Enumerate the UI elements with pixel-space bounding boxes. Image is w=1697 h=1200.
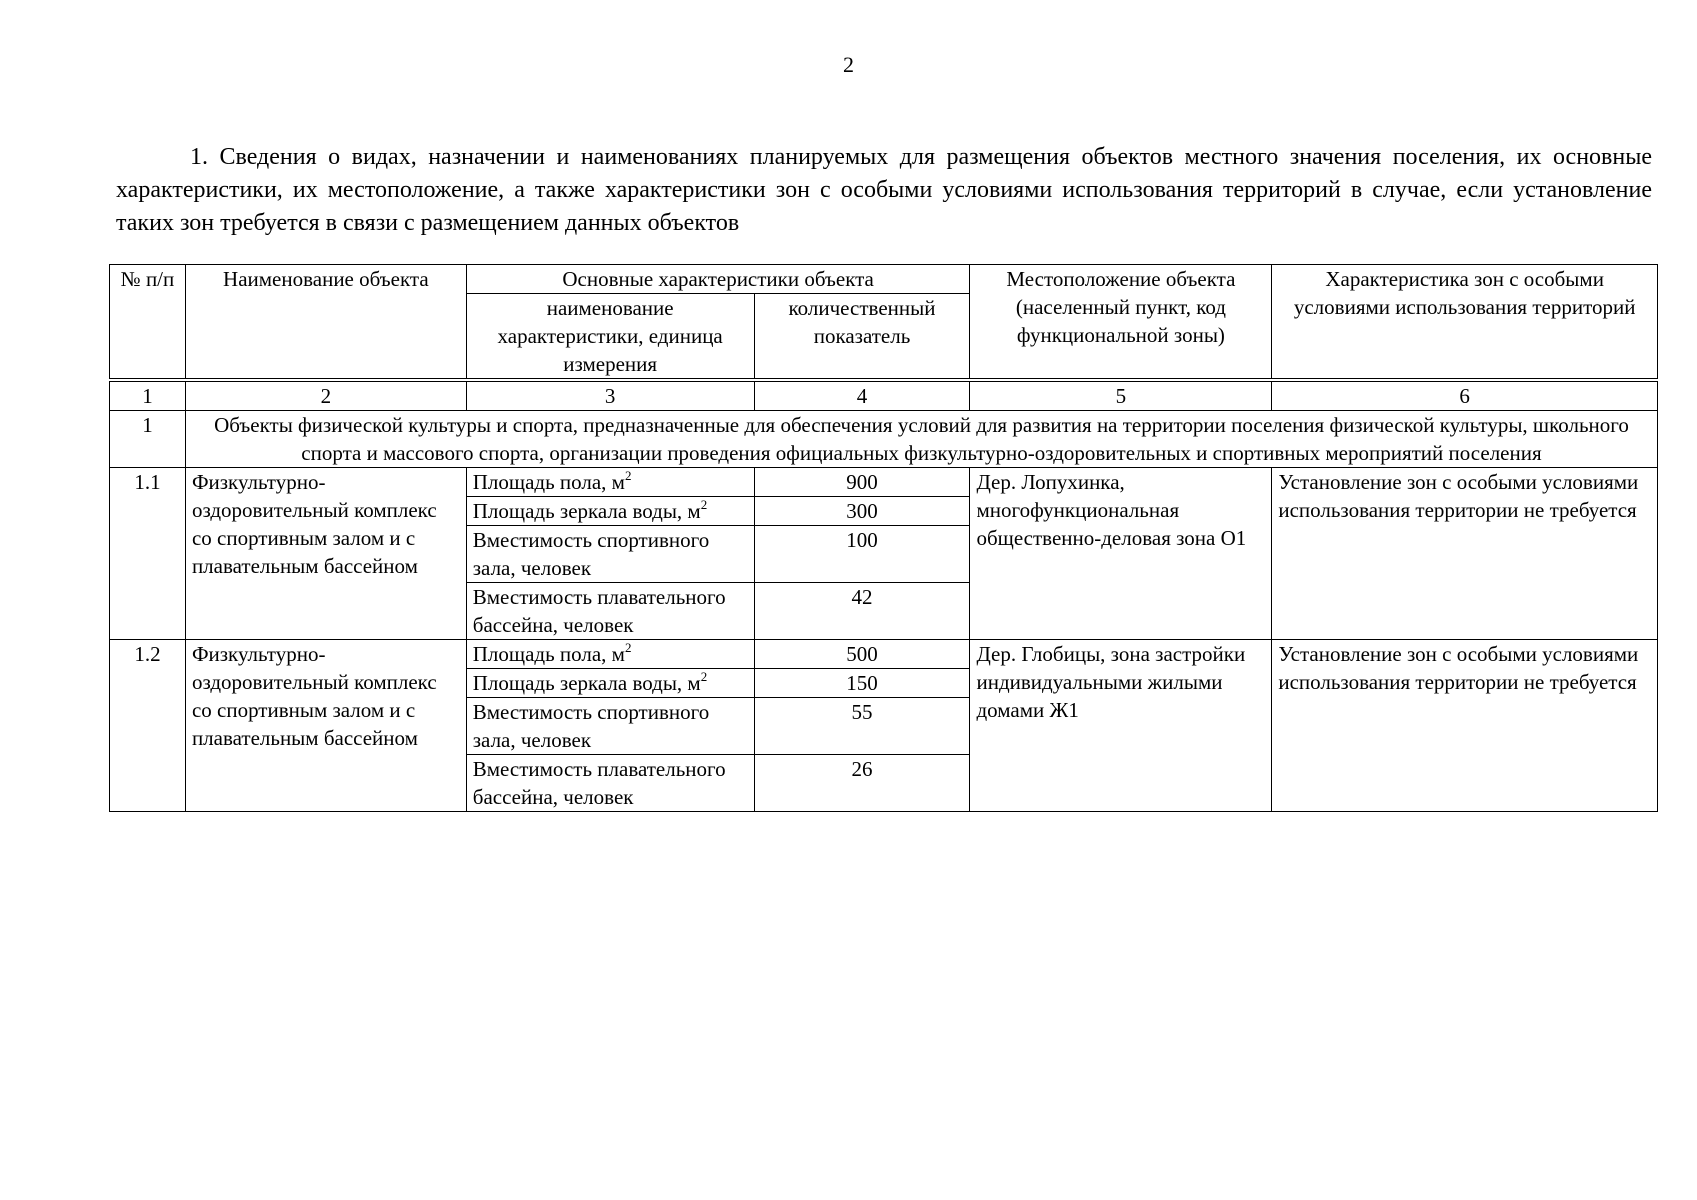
object-zones: Установление зон с особыми условиями использования территории не требуется [1272,468,1658,640]
section-num: 1 [110,411,186,468]
unit-superscript: 2 [700,669,708,684]
char-value: 100 [754,526,970,583]
column-number: 1 [110,380,186,411]
char-value: 300 [754,497,970,526]
table-header-row [110,265,1658,294]
char-label: Вместимость спортивного зала, человек [466,698,754,755]
table-row [110,640,1658,669]
unit-superscript: 2 [624,468,632,483]
header-zones: Характеристика зон с особыми условиями использования территорий [1272,265,1658,381]
char-label-text: Площадь зеркала воды, м [472,499,701,523]
header-num: № п/п [110,265,186,381]
char-value: 55 [754,698,970,755]
object-location: Дер. Лопухинка, многофункциональная общественно-деловая зона О1 [970,468,1272,640]
header-location: Местоположение объекта (населенный пункт, код функциональной зоны) [970,265,1272,381]
header-name: Наименование объекта [185,265,466,381]
row-num: 1.2 [110,640,186,812]
unit-superscript: 2 [624,640,632,655]
column-number-row [110,380,1658,411]
char-label: Вместимость плавательного бассейна, человек [466,755,754,812]
planned-objects-table [109,264,1658,812]
header-char-value: количественный показатель [754,294,970,381]
object-name: Физкультурно-оздоровительный комплекс со спортивным залом и с плавательным бассейном [185,640,466,812]
char-label [466,669,754,698]
char-label-text: Площадь зеркала воды, м [472,671,701,695]
object-location: Дер. Глобицы, зона застройки индивидуальными жилыми домами Ж1 [970,640,1272,812]
header-char-name: наименование характеристики, единица измерения [466,294,754,381]
column-number: 4 [754,380,970,411]
column-number: 6 [1272,380,1658,411]
char-label-text: Площадь пола, м [472,470,625,494]
row-num: 1.1 [110,468,186,640]
char-label-text: Площадь пола, м [472,642,625,666]
object-zones: Установление зон с особыми условиями использования территории не требуется [1272,640,1658,812]
section-title: Объекты физической культуры и спорта, предназначенные для обеспечения условий для развития на территории поселения физической культуры, школьного спорта и массового спорта, организации проведения официальных физкультурно-оздоровительных и спортивных мероприятий поселения [185,411,1657,468]
section-heading: 1. Сведения о видах, назначении и наименованиях планируемых для размещения объектов местного значения поселения, их основные характеристики, их местоположение, а также характеристики зон с особыми условиями использования территорий в случае, если установление таких зон требуется в связи с размещением данных объектов [116,144,1652,236]
column-number: 2 [185,380,466,411]
char-label [466,468,754,497]
char-value: 150 [754,669,970,698]
char-value: 42 [754,583,970,640]
section-row [110,411,1658,468]
char-value: 26 [754,755,970,812]
column-number: 3 [466,380,754,411]
char-label: Вместимость спортивного зала, человек [466,526,754,583]
table-row [110,468,1658,497]
column-number: 5 [970,380,1272,411]
char-value: 500 [754,640,970,669]
object-name: Физкультурно-оздоровительный комплекс со спортивным залом и с плавательным бассейном [185,468,466,640]
char-label: Вместимость плавательного бассейна, человек [466,583,754,640]
char-label [466,497,754,526]
char-value: 900 [754,468,970,497]
char-label [466,640,754,669]
header-characteristics: Основные характеристики объекта [466,265,970,294]
page-number: 2 [843,52,854,77]
unit-superscript: 2 [700,497,708,512]
